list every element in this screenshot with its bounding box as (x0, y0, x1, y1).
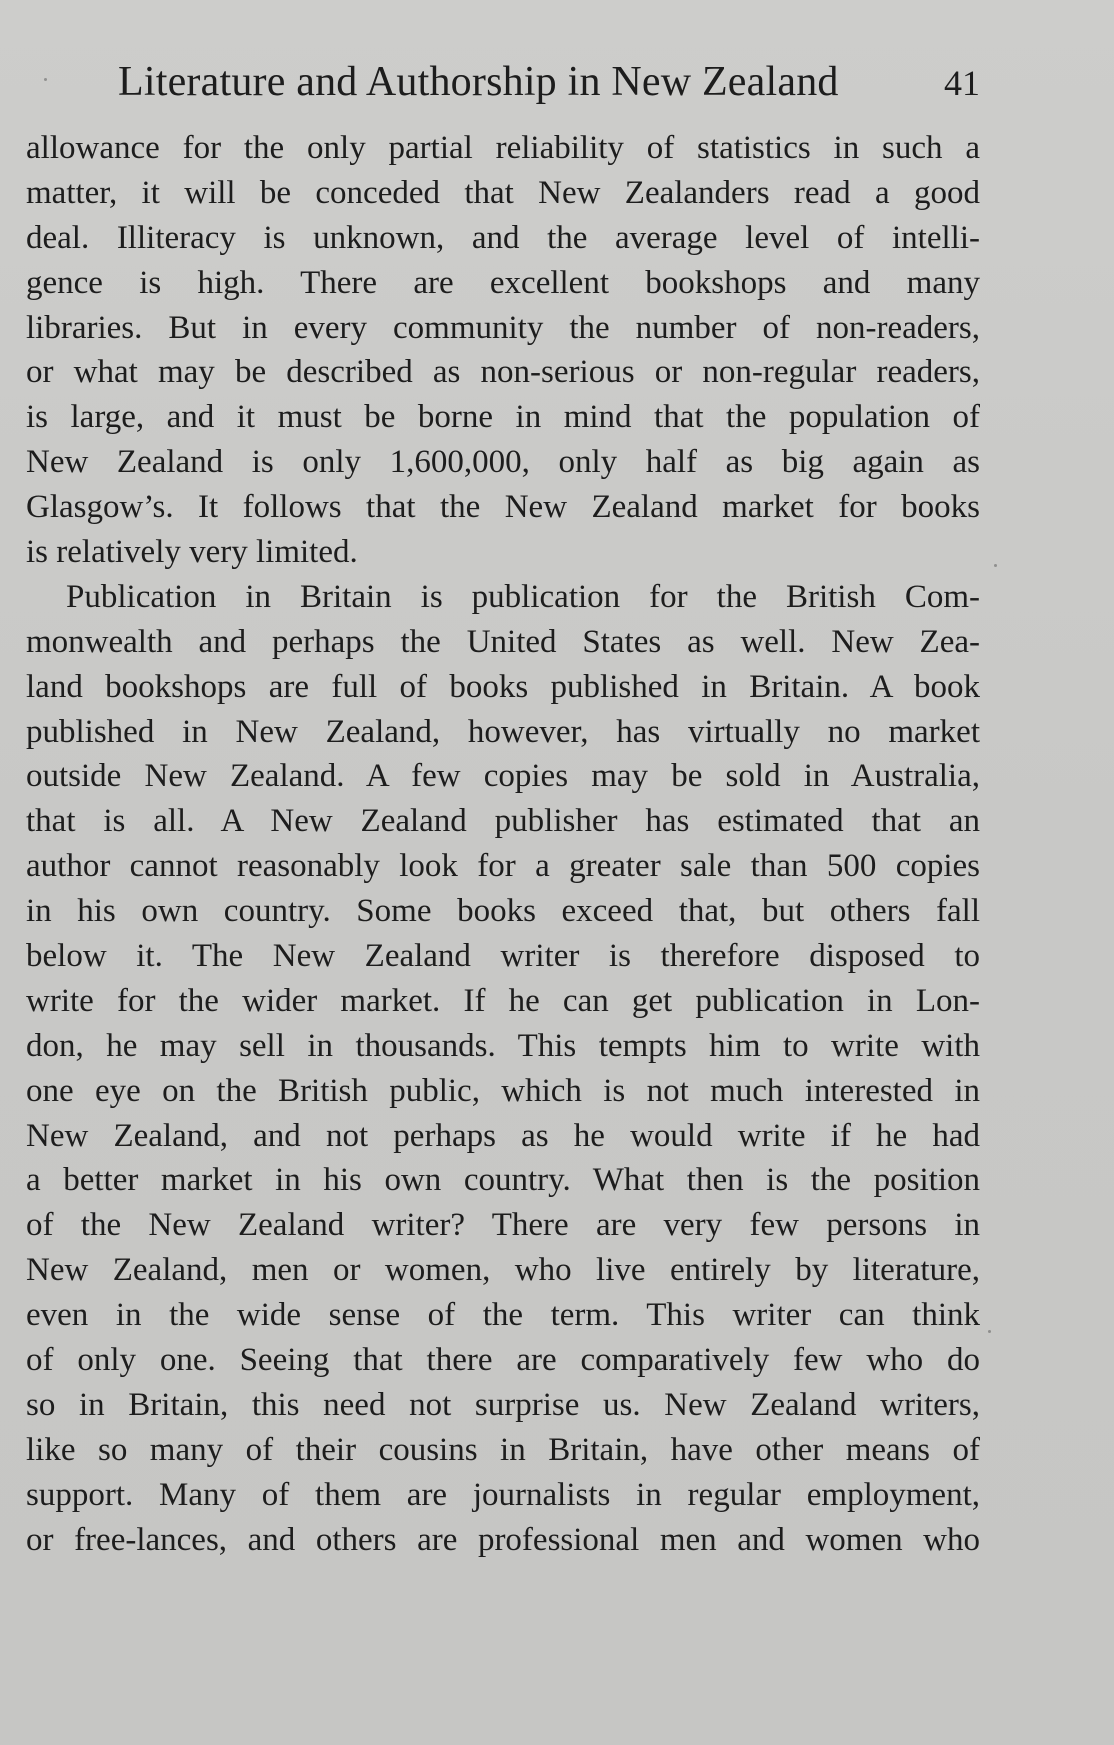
text-line: even in the wide sense of the term. This writer can think (26, 1297, 980, 1334)
text-line: Glasgow’s. It follows that the New Zealand market for books (26, 489, 980, 526)
running-title: Literature and Authorship in New Zealand (118, 59, 839, 105)
paragraph (26, 126, 980, 575)
text-line: below it. The New Zealand writer is therefore disposed to (26, 938, 980, 975)
text-line: author cannot reasonably look for a greater sale than 500 copies (26, 848, 980, 885)
text-line: so in Britain, this need not surprise us. New Zealand writers, (26, 1386, 980, 1423)
page-number: 41 (944, 63, 980, 103)
running-head (118, 58, 980, 108)
text-line: libraries. But in every community the number of non-readers, (26, 309, 980, 346)
text-line: a better market in his own country. What then is the position (26, 1162, 980, 1199)
text-line: outside New Zealand. A few copies may be sold in Australia, (26, 758, 980, 795)
text-line: is relatively very limited. (26, 534, 358, 571)
text-line: deal. Illiteracy is unknown, and the average level of intelli- (26, 219, 980, 256)
body-text (26, 126, 980, 1563)
text-line: Publication in Britain is publication for the British Com- (66, 578, 980, 615)
text-line: monwealth and perhaps the United States as well. New Zea- (26, 623, 980, 660)
paper-speck (994, 564, 997, 567)
paper-speck (988, 1330, 991, 1333)
text-line: that is all. A New Zealand publisher has estimated that an (26, 803, 980, 840)
text-line: in his own country. Some books exceed that, but others fall (26, 893, 980, 930)
text-line: write for the wider market. If he can get publication in Lon- (26, 982, 980, 1019)
text-line: land bookshops are full of books published in Britain. A book (26, 668, 980, 705)
text-line: New Zealand is only 1,600,000, only half as big again as (26, 444, 980, 481)
text-line: New Zealand, men or women, who live entirely by literature, (26, 1252, 980, 1289)
text-line: of only one. Seeing that there are comparatively few who do (26, 1342, 980, 1379)
text-line: published in New Zealand, however, has virtually no market (26, 713, 980, 750)
text-line: matter, it will be conceded that New Zealanders read a good (26, 174, 980, 211)
text-line: gence is high. There are excellent bookshops and many (26, 264, 980, 301)
paper-speck (44, 78, 47, 81)
paragraph (26, 575, 980, 1563)
text-line: or free-lances, and others are professional men and women who (26, 1521, 980, 1558)
text-line: New Zealand, and not perhaps as he would write if he had (26, 1117, 980, 1154)
text-line: don, he may sell in thousands. This tempts him to write with (26, 1027, 980, 1064)
text-line: or what may be described as non-serious or non-regular readers, (26, 354, 980, 391)
text-line: is large, and it must be borne in mind that the population of (26, 399, 980, 436)
text-line: of the New Zealand writer? There are very few persons in (26, 1207, 980, 1244)
text-line: allowance for the only partial reliability of statistics in such a (26, 130, 980, 166)
text-line: support. Many of them are journalists in regular employment, (26, 1476, 980, 1513)
text-line: like so many of their cousins in Britain, have other means of (26, 1431, 980, 1468)
text-line: one eye on the British public, which is not much interested in (26, 1072, 980, 1109)
